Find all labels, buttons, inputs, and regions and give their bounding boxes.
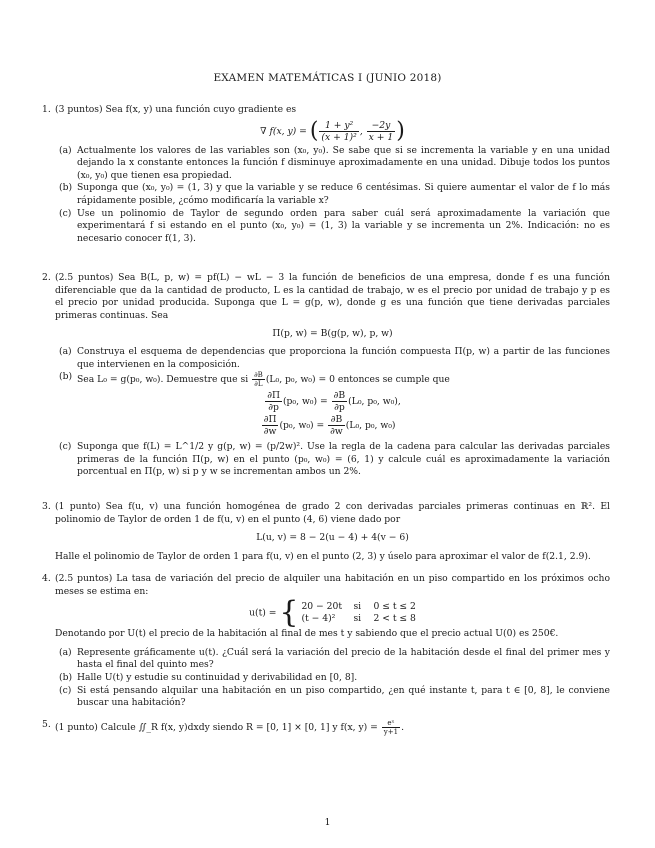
question-intro: (2.5 puntos) La tasa de variación del precio de alquiler una habitación en un piso compartido en los próximos ocho meses se estima en: xyxy=(55,573,610,597)
question-outro: Halle el polinomio de Taylor de orden 1 para f(u, v) en el punto (2, 3) y úselo para aproximar el valor de f(2.1, 2.9). xyxy=(55,550,591,562)
gradient-formula: ∇ f(x, y) = ( $\frac{\text{1 + y²}}{\text{(x + 1)²}}$ , $\frac{-2y}{x + 1}$ ) xyxy=(260,118,405,144)
frac-denominator: (x + 1)² xyxy=(321,131,357,143)
question-2 xyxy=(42,272,610,479)
sub-item: (a) Construya el esquema de dependencias que proporciona la función compuesta Π(p, w) a partir de las funciones que intervienen en la composición. xyxy=(59,345,610,370)
question-intro: (2.5 puntos) Sea B(L, p, w) = pf(L) − wL − 3 la función de beneficios de una empresa, donde f es una función diferenciable que da la cantidad de producto, L es la cantidad de trabajo, w es el precio por unidad de trabajo y p es el precio por unidad producida. Suponga que L = g(p, w), donde g es una función que tiene derivadas parciales primeras continuas. Sea xyxy=(55,272,610,321)
sub-item: (a) Represente gráficamente u(t). ¿Cuál será la variación del precio de la habitación desde el final del primer mes y hasta el final del quinto mes? xyxy=(59,646,610,671)
question-number: 2. xyxy=(42,272,51,283)
page-number: 1 xyxy=(324,817,331,828)
question-number: 1. xyxy=(42,104,51,115)
composite-function-formula: Π(p, w) = B(g(p, w), p, w) xyxy=(272,328,393,340)
formula-lhs: ∇ f(x, y) = xyxy=(260,125,307,137)
question-intro: (3 puntos) Sea f(x, y) una función cuyo gradiente es xyxy=(55,104,297,115)
sub-item: (c) Use un polinomio de Taylor de segundo orden para saber cuál será aproximadamente la variación que experimentará f si estando en el punto (x₀, y₀) = (1, 3) la variable y se incrementa un 2%. Indicación: no es necesario conocer f(1, 3). xyxy=(59,207,610,244)
sub-item: (c) Si está pensando alquilar una habitación en un piso compartido, ¿en qué instante t, para t ∈ [0, 8], le conviene buscar una habitación? xyxy=(59,684,610,709)
piecewise-function: u(t) = { 20 − 20t si 0 ≤ t ≤ 2 (t − 4)² si 2 < t ≤ 8 xyxy=(249,595,416,631)
taylor-polynomial-formula: L(u, v) = 8 − 2(u − 4) + 4(v − 6) xyxy=(256,532,409,544)
sub-item: (b) Suponga que (x₀, y₀) = (1, 3) y que la variable y se reduce 6 centésimas. Si quiere aumentar el valor de f lo más rápidamente posible, ¿cómo modificaría la variable x? xyxy=(59,182,610,206)
question-outro: Denotando por U(t) el precio de la habitación al final de mes t y sabiendo que el precio actual U(0) es 250€. xyxy=(55,628,559,640)
frac-numerator: −2y xyxy=(367,120,396,132)
exam-title: EXAMEN MATEMÁTICAS I (JUNIO 2018) xyxy=(213,72,442,84)
question-number: 3. xyxy=(42,501,51,512)
sub-item: (b) Sea L₀ = g(p₀, w₀). Demuestre que si $\frac{\partial B}{\partial L}$ (L₀, p₀, w₀) = 0 entonces se cumple que xyxy=(59,371,450,389)
question-1 xyxy=(42,104,610,245)
question-number: 5. xyxy=(42,719,51,730)
sub-item: (b) Halle U(t) y estudie su continuidad y derivabilidad en [0, 8]. xyxy=(59,671,358,683)
question-number: 4. xyxy=(42,573,51,584)
sub-item: (c) Suponga que f(L) = L^1/2 y g(p, w) = (p/2w)². Use la regla de la cadena para calcular las derivadas parciales primeras de la función Π(p, w) en el punto (p₀, w₀) = (6, 1) y calcule cuál es aproximadamente la variación porcentual en Π(p, w) si p y w se incrementan ambos un 2%. xyxy=(59,441,610,478)
frac-denominator: x + 1 xyxy=(368,131,394,143)
partial-derivative-equations: $\frac{\partial\Pi}{\partial p}$ (p₀, w₀) = $\frac{\partial B}{\partial p}$ (L₀, p₀, w₀), $\frac{\partial\Pi}{\partial w}$ (p₀, w₀) = $\frac{\partial B}{\partial w}$ (L₀, p₀, w₀) xyxy=(263,390,401,438)
question-4 xyxy=(42,573,610,710)
frac-numerator: 1 + y² xyxy=(319,120,358,132)
question-5: 5. (1 punto) Calcule ∬_R f(x, y)dxdy siendo R = [0, 1] × [0, 1] y f(x, y) = $\frac{\text{eˣ}}{y+1}$ . xyxy=(42,719,404,736)
question-3 xyxy=(42,501,610,563)
question-intro: (1 punto) Sea f(u, v) una función homogénea de grado 2 con derivadas parciales primeras continuas en ℝ². El polinomio de Taylor de orden 1 de f(u, v) en el punto (4, 6) viene dado por xyxy=(55,501,610,525)
sub-item: (a) Actualmente los valores de las variables son (x₀, y₀). Se sabe que si se incrementa la variable y en una unidad dejando la x constante entonces la función f disminuye aproximadamente en una unidad. Dibuje todos los puntos (x₀, y₀) que tienen esa propiedad. xyxy=(59,144,610,181)
